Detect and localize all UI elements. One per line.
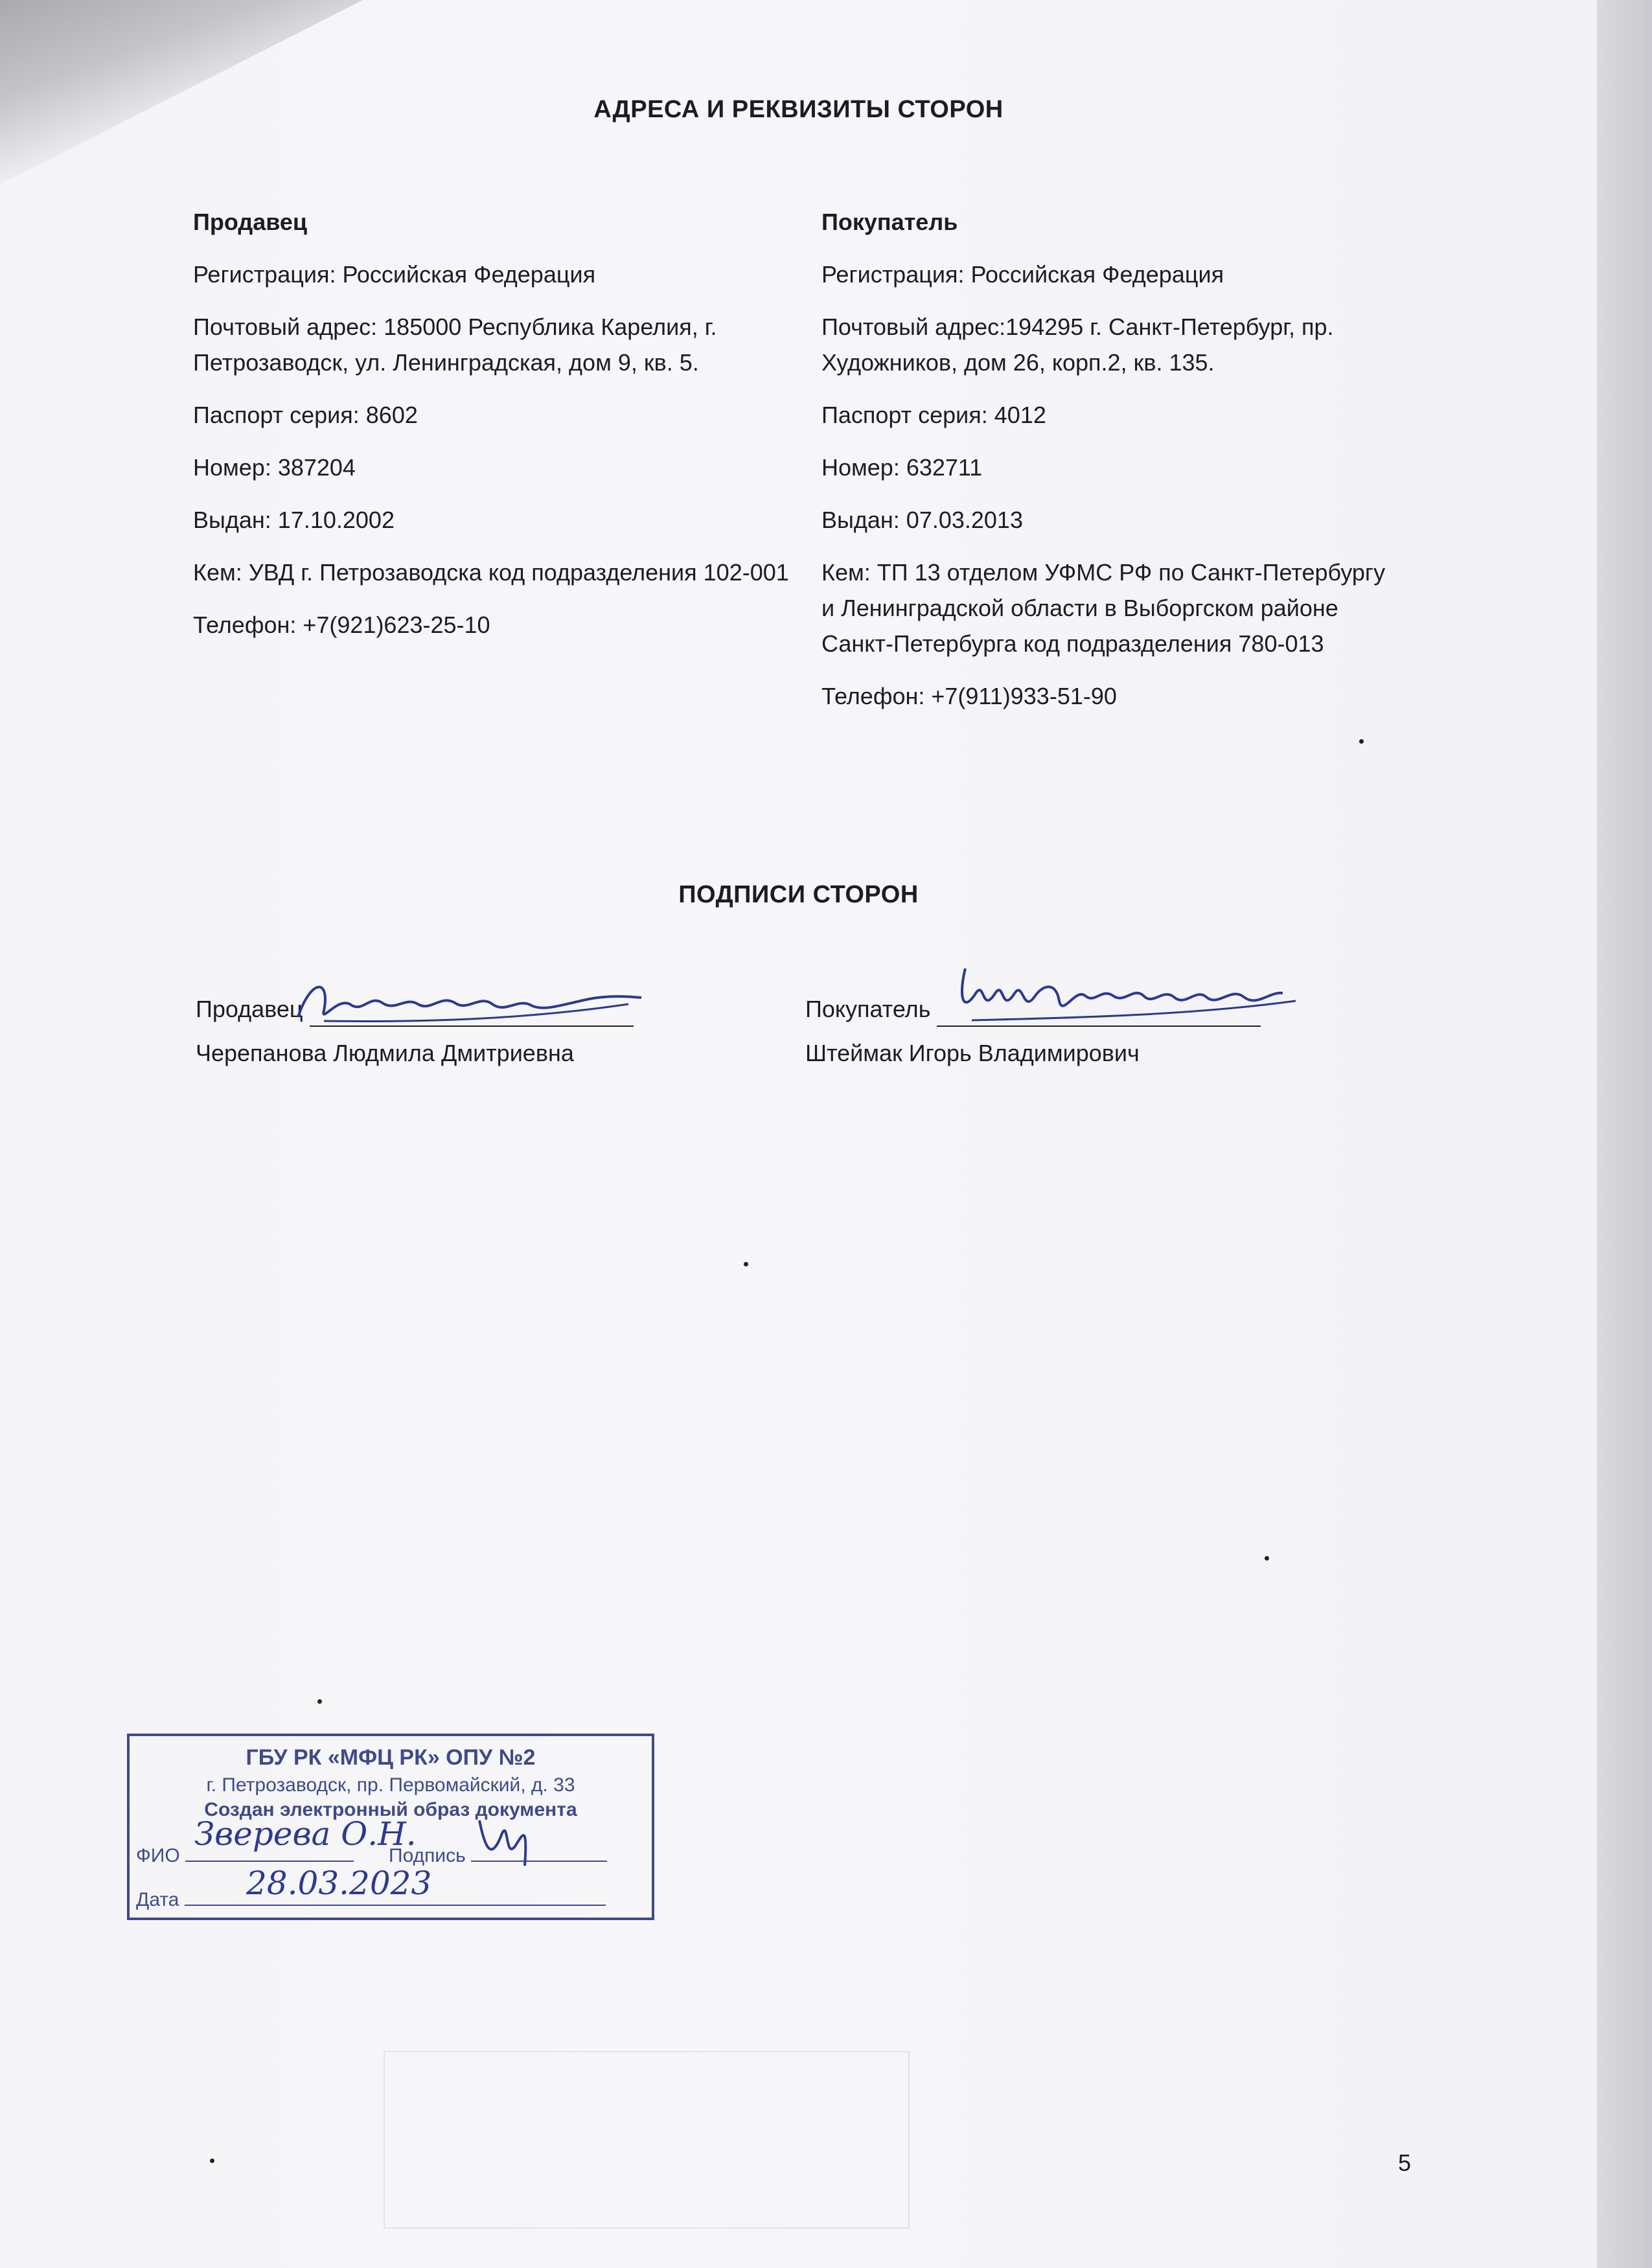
page-number: 5 [1398, 2149, 1412, 2176]
buyer-issued-by: Кем: ТП 13 отделом УФМС РФ по Санкт-Петербургу и Ленинградской области в Выборгском районе Санкт-Петербурга код подразделения 780-013 [821, 559, 1386, 657]
speck [744, 1262, 748, 1266]
speck [1359, 739, 1364, 744]
buyer-heading: Покупатель [821, 209, 958, 235]
stamp-date-line [185, 1905, 606, 1906]
stamp-note: Создан электронный образ документа [204, 1799, 577, 1820]
buyer-registration: Регистрация: Российская Федерация [821, 261, 1224, 288]
page-edge [1597, 0, 1652, 2268]
seller-passport-series: Паспорт серия: 8602 [193, 402, 418, 428]
stamp-fio-handwritten: Зверева О.Н. [194, 1815, 417, 1853]
seller-details [193, 204, 789, 659]
page-title: АДРЕСА И РЕКВИЗИТЫ СТОРОН [593, 96, 1004, 123]
seller-passport-number: Номер: 387204 [193, 454, 356, 481]
seller-signature-handwriting [285, 959, 648, 1043]
stamp-date-label: Дата [136, 1889, 179, 1910]
stamp-address: г. Петрозаводск, пр. Первомайский, д. 33 [206, 1774, 575, 1796]
buyer-phone: Телефон: +7(911)933-51-90 [821, 683, 1117, 709]
bleed-through-stamp [384, 2051, 910, 2228]
buyer-name: Штеймак Игорь Владимирович [805, 1040, 1140, 1066]
speck [1265, 1556, 1269, 1561]
stamp-fio-line [185, 1861, 354, 1862]
buyer-passport-series: Паспорт серия: 4012 [821, 402, 1046, 428]
seller-address: Почтовый адрес: 185000 Республика Карелия, г. Петрозаводск, ул. Ленинградская, дом 9, кв. 5. [193, 314, 717, 376]
seller-registration: Регистрация: Российская Федерация [193, 261, 596, 288]
seller-issued-date: Выдан: 17.10.2002 [193, 507, 395, 533]
stamp-date-handwritten: 28.03.2023 [246, 1864, 432, 1902]
buyer-details [821, 204, 1405, 731]
stamp-signature-label: Подпись [389, 1845, 466, 1866]
stamp-fio-label: ФИО [136, 1845, 180, 1866]
buyer-passport-number: Номер: 632711 [821, 454, 983, 481]
buyer-signature-handwriting [946, 956, 1309, 1046]
speck [210, 2159, 214, 2163]
stamp-handwritten-signature [466, 1807, 544, 1879]
seller-phone: Телефон: +7(921)623-25-10 [193, 612, 490, 638]
speck [317, 1699, 322, 1704]
stamp-organization: ГБУ РК «МФЦ РК» ОПУ №2 [246, 1745, 536, 1770]
seller-signature-label: Продавец [196, 996, 303, 1022]
seller-issued-by: Кем: УВД г. Петрозаводска код подразделения 102-001 [193, 559, 789, 586]
buyer-address: Почтовый адрес:194295 г. Санкт-Петербург, пр. Художников, дом 26, корп.2, кв. 135. [821, 314, 1334, 376]
buyer-signature-label: Покупатель [805, 996, 931, 1022]
seller-heading: Продавец [193, 209, 308, 235]
seller-name: Черепанова Людмила Дмитриевна [196, 1040, 574, 1066]
buyer-issued-date: Выдан: 07.03.2013 [821, 507, 1023, 533]
signatures-title: ПОДПИСИ СТОРОН [678, 881, 919, 908]
